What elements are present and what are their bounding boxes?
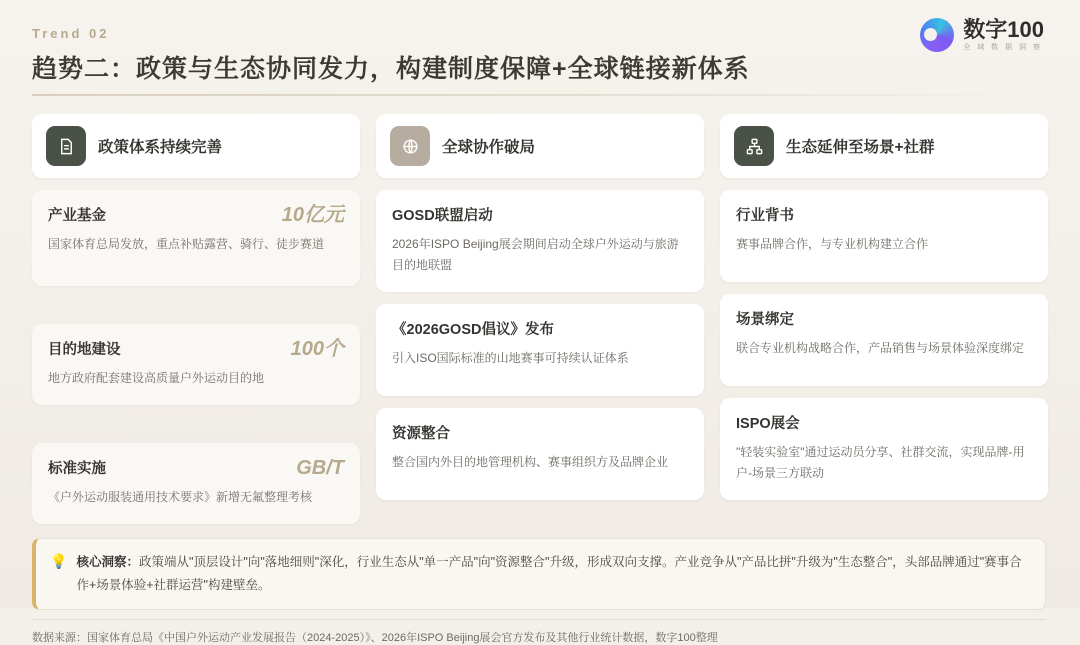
card-metric: 100个 <box>290 338 344 360</box>
trend-label: Trend 02 <box>32 26 110 41</box>
column-title: 政策体系持续完善 <box>98 139 223 156</box>
column-title: 生态延伸至场景+社群 <box>786 139 935 156</box>
card-description: 2026年ISPO Beijing展会期间启动全球户外运动与旅游目的地联盟 <box>392 237 679 272</box>
card-title: 资源整合 <box>392 426 450 442</box>
column-policy <box>32 114 360 524</box>
card-title: GOSD联盟启动 <box>392 208 493 224</box>
insight-label: 核心洞察： <box>76 555 139 569</box>
logo-subtitle: 全 域 数 据 洞 察 <box>963 44 1043 51</box>
card-resource-integration <box>376 408 704 500</box>
card-title: 标准实施 <box>48 461 106 477</box>
card-description: 《户外运动服装通用技术要求》新增无氟整理考核 <box>48 490 313 504</box>
slide-header <box>32 0 1048 96</box>
document-icon <box>46 126 86 166</box>
spacer <box>32 298 360 312</box>
card-description: 引入ISO国际标准的山地赛事可持续认证体系 <box>392 351 629 365</box>
page-title: 趋势二：政策与生态协同发力，构建制度保障+全球链接新体系 <box>32 55 750 83</box>
logo-text <box>963 19 1044 51</box>
brand-logo <box>920 18 1044 52</box>
card-industry-endorsement <box>720 190 1048 282</box>
card-industry-fund <box>32 190 360 286</box>
insight-content <box>76 551 1029 597</box>
card-description: 整合国内外目的地管理机构、赛事组织方及品牌企业 <box>392 455 669 469</box>
card-metric: 10亿元 <box>281 204 344 226</box>
card-title: 《2026GOSD倡议》发布 <box>392 322 554 338</box>
globe-icon <box>390 126 430 166</box>
card-gosd-initiative <box>376 304 704 396</box>
column-header-ecosystem <box>720 114 1048 178</box>
card-title: 行业背书 <box>736 208 794 224</box>
insight-body: 政策端从"顶层设计"向"落地细则"深化，行业生态从"单一产品"向"资源整合"升级，形成双向支撑。产业竞争从"产品比拼"升级为"生态整合"，头部品牌通过"赛事合作+场景体验+社群运营"构建壁垒。 <box>76 555 1022 593</box>
column-header-global <box>376 114 704 178</box>
card-destination-build <box>32 324 360 405</box>
logo-mark-icon <box>920 18 954 52</box>
card-title: 目的地建设 <box>48 342 121 358</box>
card-description: "轻装实验室"通过运动员分享、社群交流，实现品牌-用户-场景三方联动 <box>736 445 1025 480</box>
card-title: 场景绑定 <box>736 312 794 328</box>
network-icon <box>734 126 774 166</box>
data-source-footer: 数据来源：国家体育总局《中国户外运动产业发展报告（2024-2025）》、2026年ISPO Beijing展会官方发布及其他行业统计数据，数字100整理 <box>32 619 1046 645</box>
column-ecosystem <box>720 114 1048 524</box>
columns-container <box>32 114 1048 524</box>
column-header-policy <box>32 114 360 178</box>
column-title: 全球协作破局 <box>442 139 536 156</box>
card-scenario-binding <box>720 294 1048 386</box>
card-ispo-expo <box>720 398 1048 500</box>
column-global <box>376 114 704 524</box>
core-insight-box <box>32 538 1046 610</box>
card-description: 地方政府配套建设高质量户外运动目的地 <box>48 371 265 385</box>
card-title: ISPO展会 <box>736 416 800 432</box>
card-description: 联合专业机构战略合作，产品销售与场景体验深度绑定 <box>736 341 1025 355</box>
lightbulb-icon: 💡 <box>50 553 68 569</box>
card-metric: GB/T <box>296 457 344 479</box>
spacer <box>32 417 360 431</box>
logo-name: 数字100 <box>963 17 1044 42</box>
card-description: 赛事品牌合作，与专业机构建立合作 <box>736 237 929 251</box>
card-title: 产业基金 <box>48 208 106 224</box>
card-standard-implementation <box>32 443 360 524</box>
card-description: 国家体育总局发放，重点补贴露营、骑行、徒步赛道 <box>48 237 325 251</box>
title-divider <box>32 94 1046 96</box>
card-gosd-alliance <box>376 190 704 292</box>
